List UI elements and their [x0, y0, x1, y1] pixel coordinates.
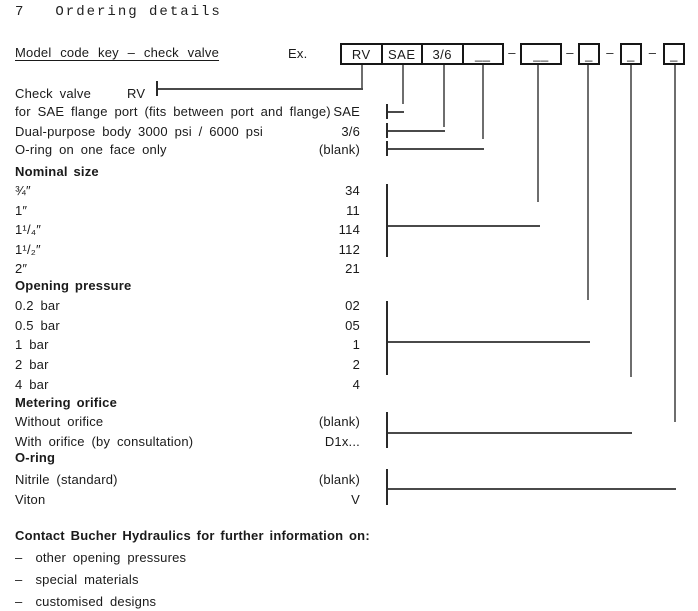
code-row — [15, 105, 360, 119]
connector-line-vertical — [443, 65, 445, 127]
connector-line-horizontal — [388, 432, 632, 434]
code-row — [15, 125, 360, 139]
code-row — [15, 184, 360, 198]
code-row — [15, 204, 360, 218]
connector-group-stem — [386, 301, 388, 375]
row-label: Nitrile (standard) — [15, 472, 118, 487]
connector-line-vertical — [361, 65, 363, 89]
separator-dash: – — [606, 45, 614, 60]
section-number: 7 — [15, 4, 26, 20]
section-heading: O-ring — [15, 450, 56, 465]
model-code-cell-rv: RV — [351, 47, 371, 62]
row-code: D1x... — [324, 434, 360, 449]
row-code: RV — [127, 86, 146, 101]
connector-tick — [386, 123, 388, 138]
row-label: Check valve — [15, 86, 92, 101]
row-code: 1 — [352, 337, 360, 352]
model-code-cell-orifice: _ — [627, 47, 635, 62]
model-code-cell-oring-face: __ — [462, 45, 503, 63]
row-label: 0.5 bar — [15, 318, 60, 333]
connector-line-horizontal — [388, 225, 540, 227]
connector-line-horizontal — [387, 148, 484, 150]
row-code: V — [351, 492, 360, 507]
bullet-text: special materials — [35, 572, 139, 587]
model-code-box-pressure — [578, 43, 600, 65]
connector-line-vertical — [630, 65, 632, 377]
row-code: 02 — [345, 298, 360, 313]
model-code-cell-pressure: _ — [585, 47, 593, 62]
footer-bullet-row — [15, 595, 156, 609]
connector-group-stem — [386, 184, 388, 257]
row-label: 2 bar — [15, 357, 49, 372]
code-row — [15, 338, 360, 352]
code-row — [15, 493, 360, 507]
row-label: 1″ — [15, 203, 28, 218]
row-label: With orifice (by consultation) — [15, 434, 194, 449]
page-title — [15, 4, 222, 20]
row-code: 34 — [345, 183, 360, 198]
code-row — [15, 143, 360, 157]
connector-line-horizontal — [387, 111, 404, 113]
code-row — [15, 223, 360, 237]
row-code: 2 — [352, 357, 360, 372]
model-code-key-title: Model code key – check valve — [15, 45, 220, 60]
code-row — [15, 435, 360, 449]
model-code-cell-size: __ — [533, 47, 549, 62]
code-row — [15, 243, 360, 257]
model-code-box-orifice — [620, 43, 642, 65]
connector-group-stem — [386, 469, 388, 505]
row-code: 114 — [338, 222, 360, 237]
code-row — [15, 473, 360, 487]
row-code: 11 — [346, 203, 360, 218]
section-heading: Opening pressure — [15, 278, 132, 293]
row-code: SAE — [333, 104, 360, 119]
connector-line-horizontal — [388, 488, 676, 490]
row-code: 112 — [338, 242, 360, 257]
connector-line-vertical — [674, 65, 676, 422]
footer-bullet-row — [15, 551, 186, 565]
connector-line-vertical — [587, 65, 589, 300]
row-code: 21 — [345, 261, 360, 276]
connector-line-vertical — [482, 65, 484, 139]
row-label: 1 bar — [15, 337, 49, 352]
connector-tick — [386, 141, 388, 156]
separator-dash: – — [508, 45, 516, 60]
separator-dash: – — [648, 45, 657, 60]
separator-dash: – — [566, 45, 574, 60]
example-label: Ex. — [288, 46, 308, 61]
row-label: 0.2 bar — [15, 298, 60, 313]
bullet-dash: – — [15, 594, 23, 609]
row-code: 3/6 — [341, 124, 360, 139]
code-row — [15, 358, 360, 372]
bullet-dash: – — [15, 550, 23, 565]
connector-tick — [386, 104, 388, 119]
bullet-text: other opening pressures — [35, 550, 187, 565]
model-code-box-size — [520, 43, 562, 65]
row-label: Dual-purpose body 3000 psi / 6000 psi — [15, 124, 263, 139]
connector-line-vertical — [402, 65, 404, 104]
connector-line-vertical — [537, 65, 539, 202]
row-label: 2″ — [15, 261, 28, 276]
section-title: Ordering details — [55, 4, 222, 20]
section-heading: Nominal size — [15, 164, 99, 179]
row-label: ¾″ — [15, 183, 31, 198]
code-row — [15, 319, 360, 333]
row-label: Viton — [15, 492, 46, 507]
model-code-cell-oring: _ — [670, 47, 678, 62]
row-label: Without orifice — [15, 414, 104, 429]
footer-heading: Contact Bucher Hydraulics for further information on: — [15, 528, 370, 543]
row-label: for SAE flange port (fits between port and flange) — [15, 104, 331, 119]
model-code-cell-body: 3/6 — [421, 45, 462, 63]
row-code: (blank) — [318, 414, 360, 429]
model-code-box-group — [340, 43, 504, 65]
row-label: 1¹/₂″ — [15, 242, 41, 257]
row-label: 4 bar — [15, 377, 49, 392]
model-code-cell-sae: SAE — [381, 45, 422, 63]
connector-line-horizontal — [387, 130, 445, 132]
connector-tick — [156, 81, 158, 96]
row-code: (blank) — [318, 142, 360, 157]
connector-line-horizontal — [158, 88, 363, 90]
footer-bullet-row — [15, 573, 139, 587]
row-label: O-ring on one face only — [15, 142, 167, 157]
code-row — [15, 262, 360, 276]
code-row — [15, 415, 360, 429]
bullet-dash: – — [15, 572, 23, 587]
row-code: 05 — [345, 318, 360, 333]
row-label: 1¹/₄″ — [15, 222, 42, 237]
code-row — [15, 299, 360, 313]
bullet-text: customised designs — [35, 594, 157, 609]
row-code: (blank) — [318, 472, 360, 487]
code-row — [15, 378, 360, 392]
section-heading: Metering orifice — [15, 395, 117, 410]
connector-group-stem — [386, 412, 388, 448]
model-code-box-oring — [663, 43, 685, 65]
connector-line-horizontal — [388, 341, 590, 343]
row-code: 4 — [352, 377, 360, 392]
